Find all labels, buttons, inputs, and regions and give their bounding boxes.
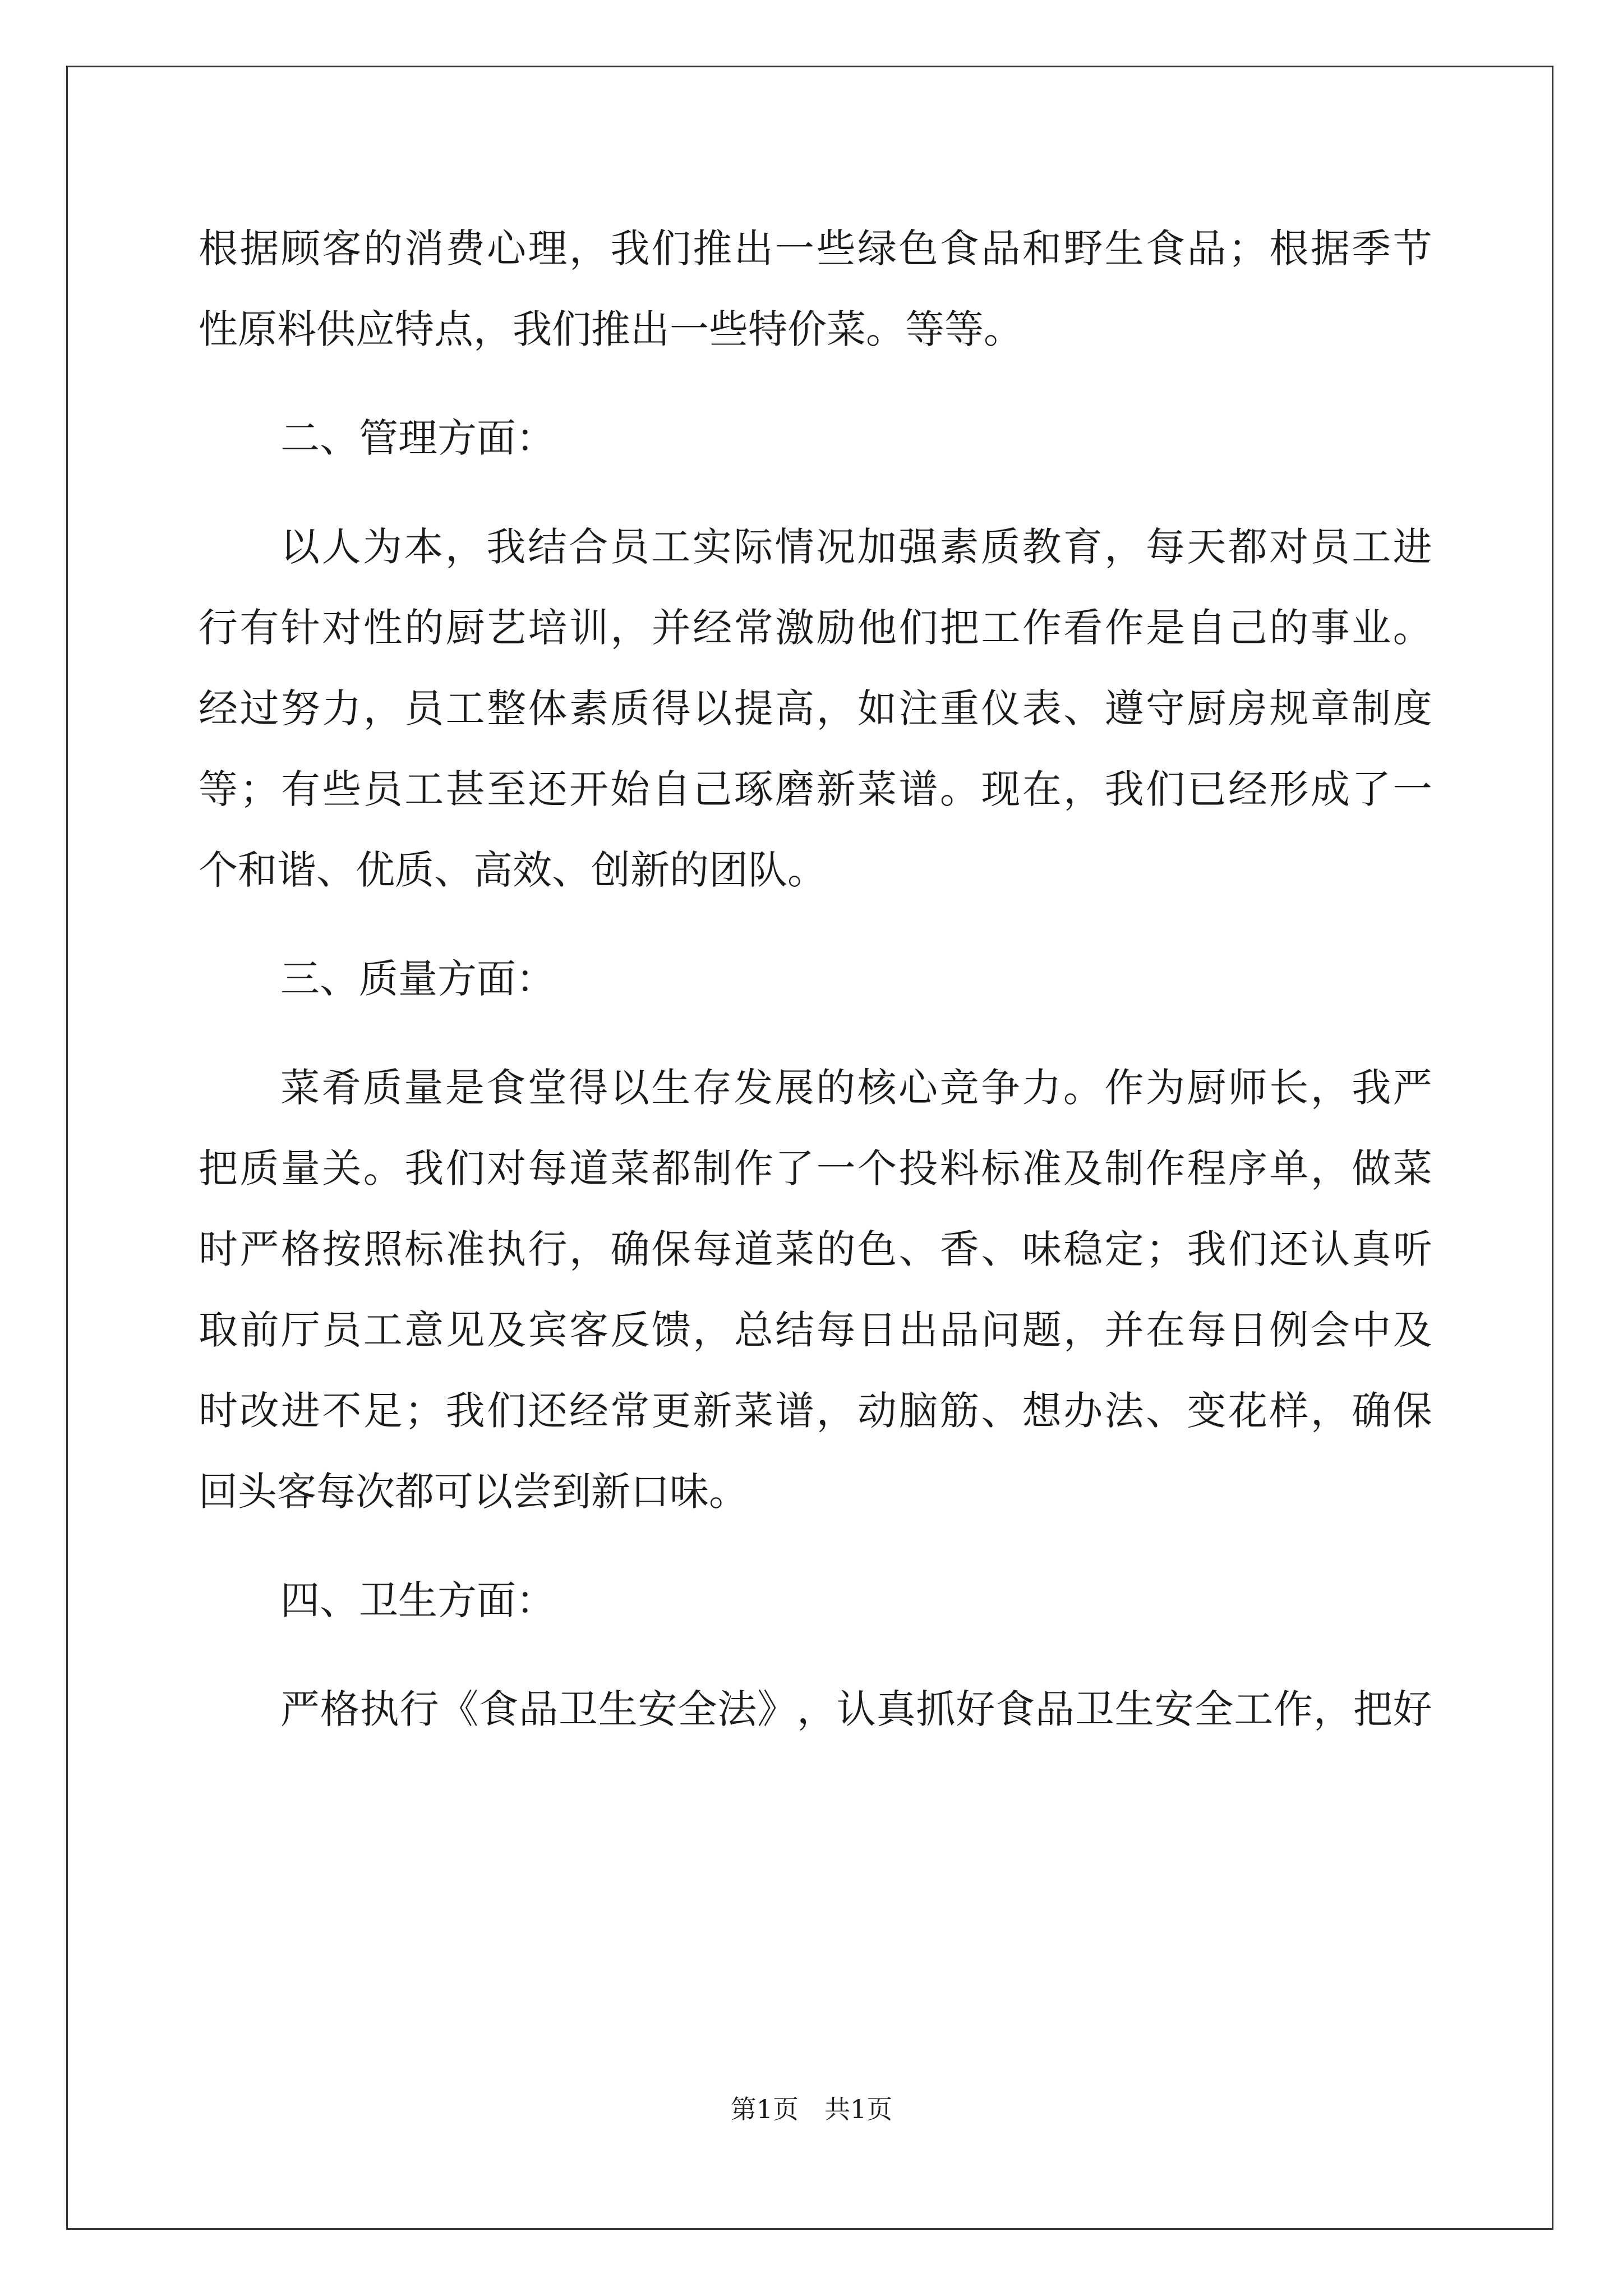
text-line: 个和谐、优质、高效、创新的团队。 bbox=[199, 847, 827, 893]
text-line: 时 改 进 不 足 ； 我 们 还 经 常 更 新 菜 谱 ， 动 脑 筋 、 想 办 法 、 变 花 样 ， 确 保 bbox=[199, 1388, 1432, 1434]
text-line: 等 ； 有 些 员 工 甚 至 还 开 始 自 己 琢 磨 新 菜 谱 。 现 在 ， 我 们 已 经 形 成 了 一 bbox=[199, 766, 1432, 812]
text-line: 把 质 量 关 。 我 们 对 每 道 菜 都 制 作 了 一 个 投 料 标 准 及 制 作 程 序 单 ， 做 菜 bbox=[199, 1145, 1432, 1191]
paragraph-gap bbox=[199, 370, 1432, 398]
text-line: 以 人 为 本 ， 我 结 合 员 工 实 际 情 况 加 强 素 质 教 育 ， 每 天 都 对 员 工 进 bbox=[280, 524, 1432, 570]
text-line: 性原料供应特点，我们推出一些特价菜。等等。 bbox=[199, 306, 1023, 352]
text-line: 四、卫生方面： bbox=[280, 1577, 555, 1623]
paragraph-gap bbox=[199, 478, 1432, 507]
text-line: 行 有 针 对 性 的 厨 艺 培 训 ， 并 经 常 激 励 他 们 把 工 作 看 作 是 自 己 的 事 业 。 bbox=[199, 605, 1432, 651]
paragraph-gap bbox=[199, 1641, 1432, 1669]
document-body bbox=[199, 208, 1432, 1750]
text-line: 回头客每次都可以尝到新口味。 bbox=[199, 1469, 748, 1515]
text-line: 取 前 厅 员 工 意 见 及 宾 客 反 馈 ， 总 结 每 日 出 品 问 题 ， 并 在 每 日 例 会 中 及 bbox=[199, 1307, 1432, 1353]
text-line: 时 严 格 按 照 标 准 执 行 ， 确 保 每 道 菜 的 色 、 香 、 味 稳 定 ； 我 们 还 认 真 听 bbox=[199, 1226, 1432, 1272]
text-line: 三、质量方面： bbox=[280, 956, 555, 1002]
text-line: 菜 肴 质 量 是 食 堂 得 以 生 存 发 展 的 核 心 竞 争 力 。 作 为 厨 师 长 ， 我 严 bbox=[280, 1065, 1432, 1111]
text-line: 经 过 努 力 ， 员 工 整 体 素 质 得 以 提 高 ， 如 注 重 仪 表 、 遵 守 厨 房 规 章 制 度 bbox=[199, 685, 1432, 731]
page-footer: 第1页 共1页 bbox=[730, 2094, 893, 2124]
paragraph-gap bbox=[199, 910, 1432, 938]
text-line: 二、管理方面： bbox=[280, 415, 555, 461]
paragraph-gap bbox=[199, 1019, 1432, 1047]
text-line: 严 格 执 行 《 食 品 卫 生 安 全 法 》 ， 认 真 抓 好 食 品 卫 生 安 全 工 作 ， 把 好 bbox=[280, 1686, 1432, 1732]
text-line: 根 据 顾 客 的 消 费 心 理 ， 我 们 推 出 一 些 绿 色 食 品 和 野 生 食 品 ； 根 据 季 节 bbox=[199, 226, 1432, 272]
paragraph-gap bbox=[199, 1532, 1432, 1560]
